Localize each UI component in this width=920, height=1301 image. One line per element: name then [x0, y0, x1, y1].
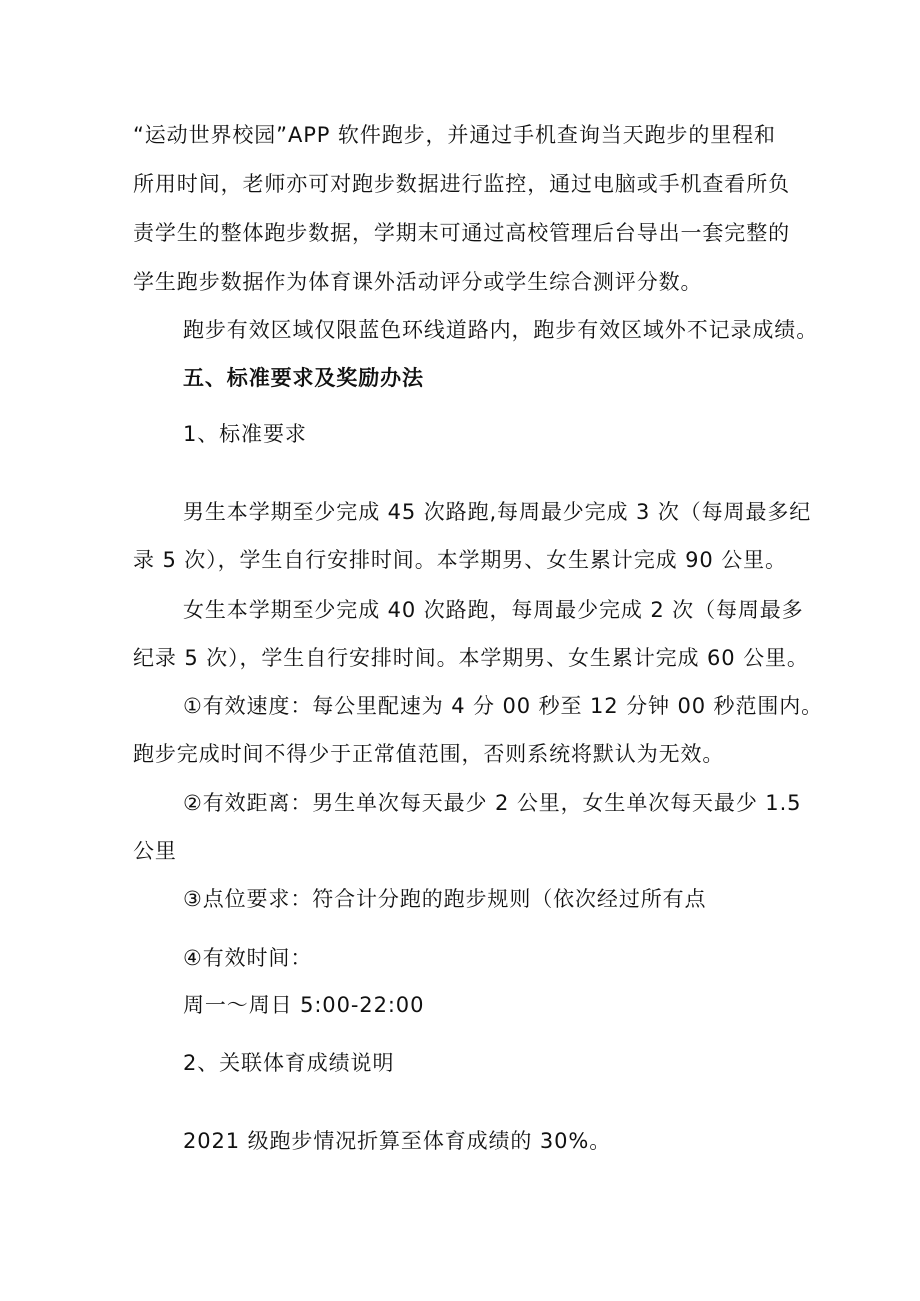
list-item: ④有效时间：: [183, 946, 313, 970]
subsection-heading: 1、标准要求: [183, 422, 307, 446]
paragraph-line: 责学生的整体跑步数据，学期末可通过高校管理后台导出一套完整的: [133, 221, 790, 245]
paragraph-line: 女生本学期至少完成 40 次路跑，每周最少完成 2 次（每周最多: [183, 598, 804, 622]
subsection-heading: 2、关联体育成绩说明: [183, 1051, 395, 1075]
paragraph-line: 纪录 5 次），学生自行安排时间。本学期男、女生累计完成 60 公里。: [133, 646, 809, 670]
paragraph-line: 男生本学期至少完成 45 次路跑,每周最少完成 3 次（每周最多纪: [183, 500, 812, 524]
paragraph-line: “运动世界校园”APP 软件跑步，并通过手机查询当天跑步的里程和: [133, 123, 776, 147]
paragraph-line: 2021 级跑步情况折算至体育成绩的 30%。: [183, 1129, 612, 1153]
paragraph-line: 周一〜周日 5:00-22:00: [183, 993, 425, 1017]
paragraph-line: 公里: [133, 839, 177, 863]
paragraph-line: 学生跑步数据作为体育课外活动评分或学生综合测评分数。: [133, 270, 703, 294]
paragraph-line: 所用时间，老师亦可对跑步数据进行监控，通过电脑或手机查看所负: [133, 172, 790, 196]
list-item: ②有效距离：男生单次每天最少 2 公里，女生单次每天最少 1.5: [183, 791, 802, 815]
paragraph-line: 录 5 次），学生自行安排时间。本学期男、女生累计完成 90 公里。: [133, 548, 787, 572]
list-item: ③点位要求：符合计分跑的跑步规则（依次经过所有点: [183, 887, 707, 911]
paragraph-line: 跑步完成时间不得少于正常值范围，否则系统将默认为无效。: [133, 742, 725, 766]
paragraph-line: 跑步有效区域仅限蓝色环线道路内，跑步有效区域外不记录成绩。: [183, 318, 819, 342]
list-item: ①有效速度：每公里配速为 4 分 00 秒至 12 分钟 00 秒范围内。: [183, 694, 824, 718]
section-heading: 五、标准要求及奖励办法: [183, 366, 424, 390]
